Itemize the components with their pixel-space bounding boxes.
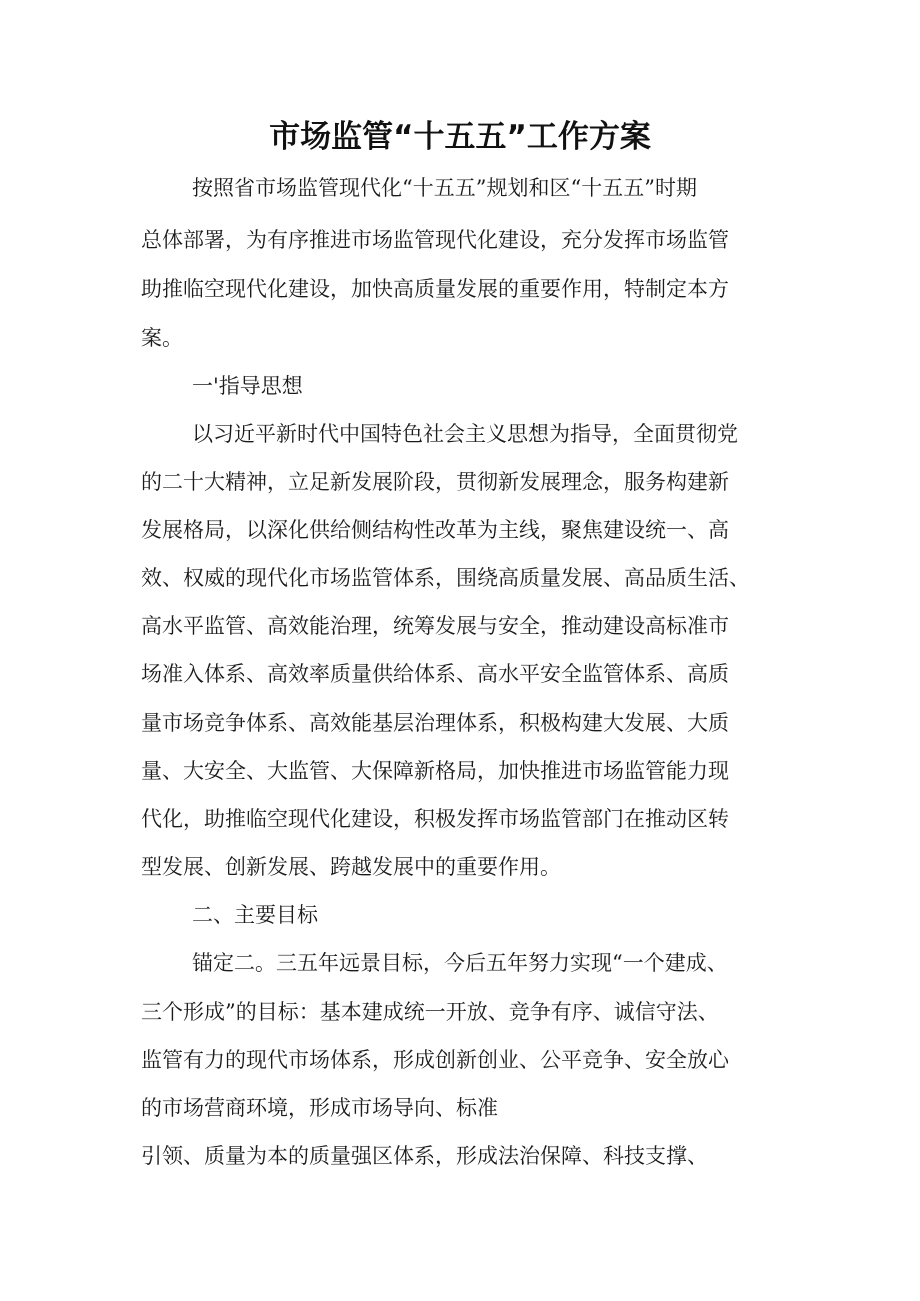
paragraph-line: 引领、质量为本的质量强区体系，形成法治保障、科技支撑、 xyxy=(141,1144,708,1168)
paragraph-line: 代化，助推临空现代化建设，积极发挥市场监管部门在推动区转 xyxy=(141,807,729,831)
paragraph-line: 的市场营商环境，形成市场导向、标准 xyxy=(141,1096,498,1120)
paragraph-line: 高水平监管、高效能治理，统筹发展与安全，推动建设高标准市 xyxy=(141,614,729,638)
paragraph-line: 三个形成”的目标：基本建成统一开放、竞争有序、诚信守法、 xyxy=(141,1000,719,1024)
paragraph-line: 以习近平新时代中国特色社会主义思想为指导，全面贯彻党 xyxy=(192,422,738,446)
document-title: 市场监管“十五五”工作方案 xyxy=(269,119,651,155)
paragraph-line: 监管有力的现代市场体系，形成创新创业、公平竞争、安全放心 xyxy=(141,1048,729,1072)
paragraph-line: 案。 xyxy=(141,326,183,350)
paragraph-line: 锚定二。三五年远景目标，今后五年努力实现“一个建成、 xyxy=(192,951,728,975)
section-heading-main-goals: 二、主要目标 xyxy=(192,903,318,927)
paragraph-line: 的二十大精神，立足新发展阶段，贯彻新发展理念，服务构建新 xyxy=(141,470,729,494)
paragraph-line: 发展格局，以深化供给侧结构性改革为主线，聚焦建设统一、高 xyxy=(141,518,729,542)
paragraph-line: 效、权威的现代化市场监管体系，围绕高质量发展、高品质生活、 xyxy=(141,566,750,590)
paragraph-line: 按照省市场监管现代化“十五五”规划和区“十五五”时期 xyxy=(192,176,697,200)
paragraph-line: 量市场竞争体系、高效能基层治理体系，积极构建大发展、大质 xyxy=(141,711,729,735)
paragraph-line: 助推临空现代化建设，加快高质量发展的重要作用，特制定本方 xyxy=(141,277,729,301)
paragraph-line: 总体部署，为有序推进市场监管现代化建设，充分发挥市场监管 xyxy=(141,228,729,252)
section-heading-guiding-ideology: 一'指导思想 xyxy=(192,374,303,398)
paragraph-line: 场准入体系、高效率质量供给体系、高水平安全监管体系、高质 xyxy=(141,662,729,686)
paragraph-line: 型发展、创新发展、跨越发展中的重要作用。 xyxy=(141,855,561,879)
paragraph-line: 量、大安全、大监管、大保障新格局，加快推进市场监管能力现 xyxy=(141,759,729,783)
